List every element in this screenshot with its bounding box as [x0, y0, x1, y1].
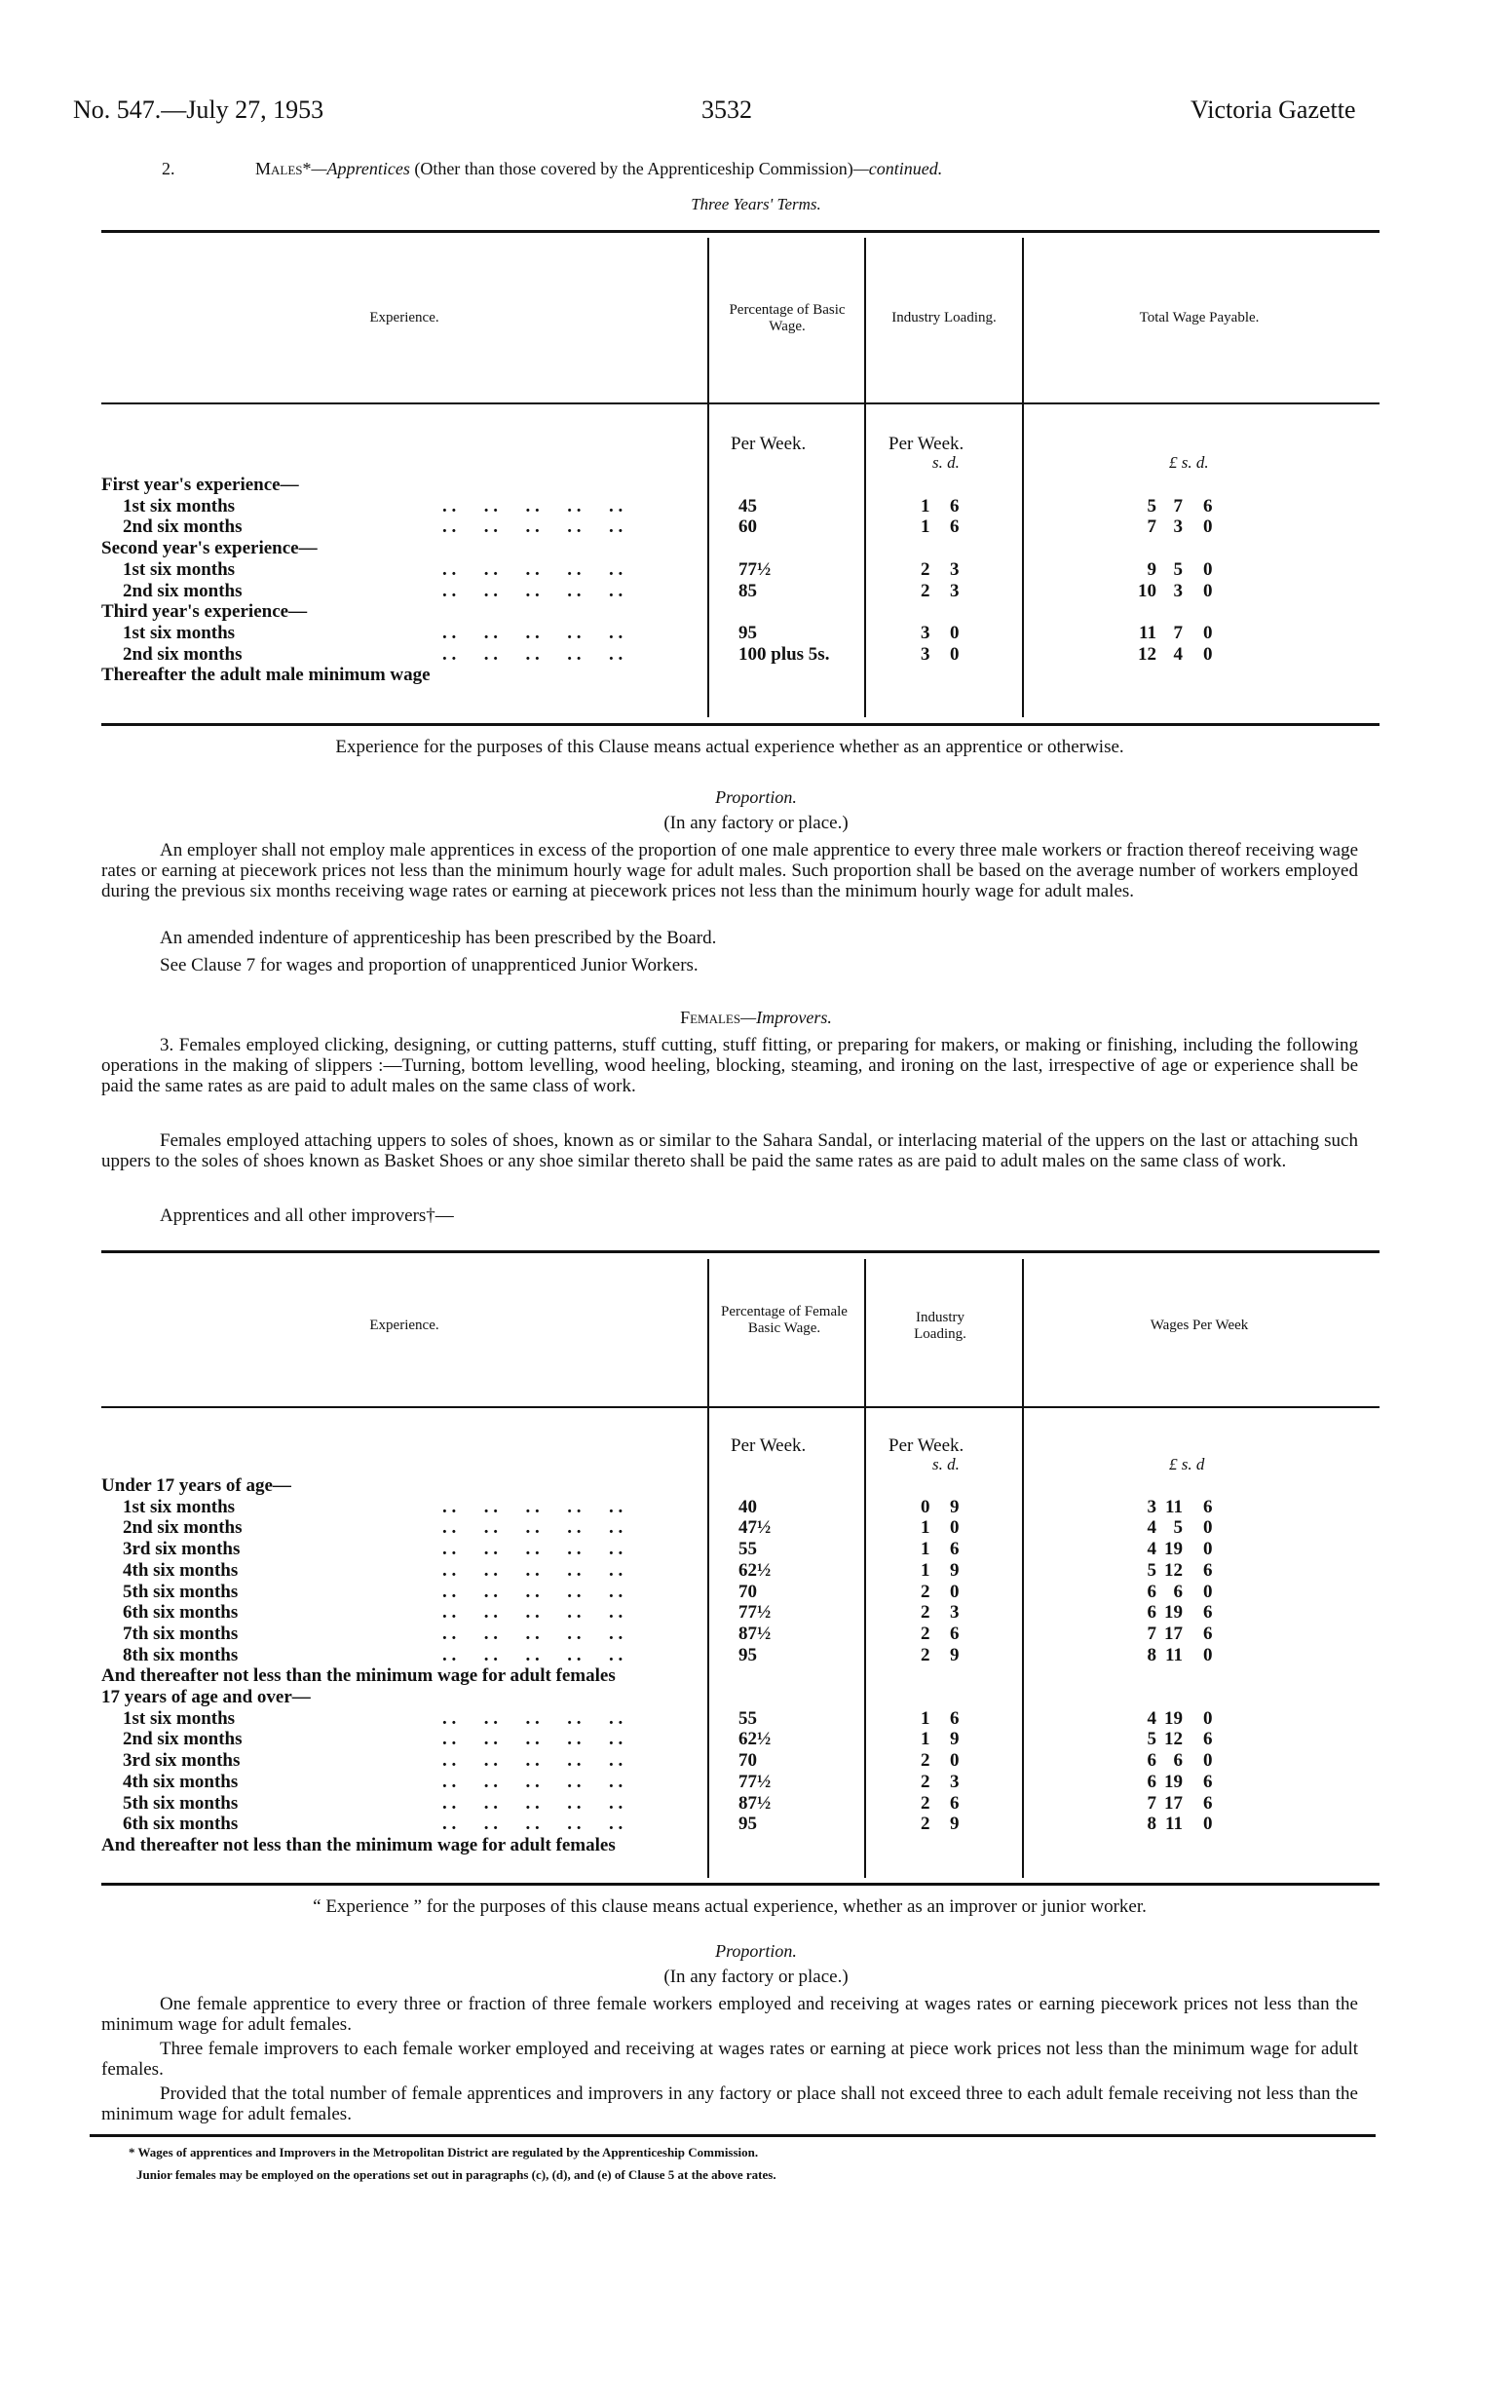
loading-pence-cell: 0: [950, 1517, 960, 1539]
clause-2-heading: [255, 159, 942, 179]
percentage-cell: 45: [738, 495, 757, 516]
leader-dots: . . . . . . . . . .: [442, 1792, 624, 1814]
total-pence-cell: 6: [1203, 1729, 1213, 1750]
unit-loading: Per Week.: [888, 434, 964, 454]
table-header-rule: [101, 402, 1380, 404]
loading-pence-cell: 6: [950, 1792, 960, 1814]
table-row-label: [101, 516, 705, 538]
experience-note-female: “ Experience ” for the purposes of this clause means actual experience, whether as an improver or junior worker.: [313, 1896, 1147, 1917]
total-shillings-cell: 11: [1165, 1644, 1183, 1665]
total-pence-cell: 0: [1203, 643, 1213, 665]
loading-shillings-cell: 1: [921, 1539, 930, 1560]
total-pounds-cell: 3: [1147, 1496, 1156, 1517]
table-group-label: [101, 1475, 705, 1497]
percentage-cell: 77½: [738, 558, 772, 580]
column-divider: [707, 238, 709, 717]
table-group-label: [101, 665, 705, 686]
row-label-text: 2nd six months: [123, 580, 243, 601]
total-pounds-cell: 6: [1147, 1602, 1156, 1624]
row-label-text: 6th six months: [123, 1602, 239, 1624]
percentage-cell: 70: [738, 1750, 757, 1772]
row-label-text: Third year's experience—: [101, 601, 308, 623]
row-label-text: 2nd six months: [123, 643, 243, 665]
col-header-loading: Industry Loading.: [914, 1310, 966, 1342]
table-intro: Apprentices and all other improvers†—: [160, 1205, 454, 1226]
loading-shillings-cell: 2: [921, 580, 930, 601]
leader-dots: . . . . . . . . . .: [442, 1771, 624, 1792]
total-pounds-cell: 12: [1138, 643, 1156, 665]
clause-3-paragraph-2: Females employed attaching uppers to soles of shoes, known as or similar to the Sahara Sandal, or interlacing material of the uppers on the last or attaching such uppers to the soles of shoes known as Basket Shoes or any shoe similar thereto shall be paid the same rates as are paid to adult males on the same class of work.: [101, 1130, 1358, 1171]
heading-caps: Males*: [255, 159, 312, 178]
leader-dots: . . . . . . . . . .: [442, 1581, 624, 1602]
total-shillings-cell: 19: [1164, 1771, 1183, 1792]
row-label-text: Under 17 years of age—: [101, 1475, 291, 1496]
total-pounds-cell: 4: [1147, 1707, 1156, 1729]
unit-percentage: Per Week.: [731, 1435, 807, 1456]
total-pounds-cell: 6: [1147, 1750, 1156, 1772]
total-pence-cell: 0: [1203, 580, 1213, 601]
percentage-cell: 95: [738, 1814, 757, 1835]
percentage-cell: 47½: [738, 1517, 772, 1539]
loading-shillings-cell: 2: [921, 1644, 930, 1665]
total-shillings-cell: 7: [1173, 495, 1183, 516]
table-row-label: [101, 1708, 705, 1730]
total-pence-cell: 0: [1203, 558, 1213, 580]
row-label-text: 4th six months: [123, 1771, 239, 1792]
row-label-text: 2nd six months: [123, 1729, 243, 1750]
loading-shillings-cell: 3: [921, 622, 930, 643]
table-row-label: [101, 1814, 705, 1835]
col-header-wages: Wages Per Week: [1150, 1318, 1249, 1333]
loading-shillings-cell: 2: [921, 1750, 930, 1772]
total-pence-cell: 0: [1203, 1750, 1213, 1772]
table-row-label: [101, 581, 705, 602]
total-pence-cell: 0: [1203, 516, 1213, 538]
column-divider: [707, 1259, 709, 1878]
leader-dots: . . . . . . . . . .: [442, 1750, 624, 1772]
loading-pence-cell: 0: [950, 643, 960, 665]
total-pounds-cell: 9: [1147, 558, 1156, 580]
total-pounds-cell: 7: [1147, 1623, 1156, 1644]
leader-dots: . . . . . . . . . .: [442, 643, 624, 665]
table-row-label: [101, 623, 705, 644]
table-top-rule: [101, 1250, 1380, 1253]
row-label-text: First year's experience—: [101, 475, 299, 495]
row-label-text: And thereafter not less than the minimum wage for adult females: [101, 1665, 616, 1687]
proportion-paragraph: An employer shall not employ male apprentices in excess of the proportion of one male apprentice to every three male workers or fraction thereof receiving wage rates or earning at piecework prices not less than the minimum hourly wage for adult males. Such proportion shall be based on the average number of workers employed during the previous six months receiving wage rates or earning at piecework prices not less than the minimum hourly wage for adult males.: [101, 840, 1358, 901]
loading-pence-cell: 6: [950, 1539, 960, 1560]
loading-shillings-cell: 2: [921, 1814, 930, 1835]
total-shillings-cell: 19: [1164, 1602, 1183, 1624]
total-shillings-cell: 11: [1165, 1814, 1183, 1835]
proportion-title: Proportion.: [715, 787, 797, 807]
table-row-label: [101, 1517, 705, 1539]
loading-pence-cell: 0: [950, 1581, 960, 1602]
loading-pence-cell: 9: [950, 1644, 960, 1665]
table-group-label: [101, 1665, 725, 1687]
experience-note: Experience for the purposes of this Clause means actual experience whether as an apprentice or otherwise.: [335, 737, 1124, 757]
leader-dots: . . . . . . . . . .: [442, 558, 624, 580]
loading-shillings-cell: 1: [921, 516, 930, 538]
loading-shillings-cell: 2: [921, 558, 930, 580]
table-row-label: [101, 1539, 705, 1560]
table-row-label: [101, 644, 705, 666]
total-pence-cell: 6: [1203, 1602, 1213, 1624]
total-shillings-cell: 17: [1164, 1792, 1183, 1814]
percentage-cell: 55: [738, 1539, 757, 1560]
footnote-dagger: Junior females may be employed on the operations set out in paragraphs (c), (d), and (e) of Clause 5 at the above rates.: [136, 2167, 776, 2182]
unit-loading: Per Week.: [888, 1435, 964, 1456]
table-row-label: [101, 1750, 705, 1772]
percentage-cell: 55: [738, 1707, 757, 1729]
total-pence-cell: 6: [1203, 1792, 1213, 1814]
leader-dots: . . . . . . . . . .: [442, 1602, 624, 1624]
percentage-cell: 62½: [738, 1729, 772, 1750]
percentage-cell: 77½: [738, 1602, 772, 1624]
row-label-text: 8th six months: [123, 1644, 239, 1665]
clause-3-heading: [0, 1008, 1512, 1028]
row-label-text: 3rd six months: [123, 1750, 241, 1772]
col-header-loading: Industry Loading.: [891, 310, 997, 325]
proportion-subtitle-female: (In any factory or place.): [663, 1967, 849, 1987]
row-label-text: 1st six months: [123, 622, 236, 643]
row-label-text: 3rd six months: [123, 1539, 241, 1560]
percentage-cell: 85: [738, 580, 757, 601]
loading-shillings-cell: 1: [921, 1729, 930, 1750]
column-divider: [864, 1259, 866, 1878]
total-pence-cell: 6: [1203, 1559, 1213, 1581]
footnote-rule: [90, 2134, 1376, 2137]
percentage-cell: 70: [738, 1581, 757, 1602]
leader-dots: . . . . . . . . . .: [442, 1814, 624, 1835]
row-label-text: 1st six months: [123, 1707, 236, 1729]
percentage-cell: 95: [738, 1644, 757, 1665]
total-shillings-cell: 7: [1173, 622, 1183, 643]
total-shillings-cell: 5: [1173, 558, 1183, 580]
table-subheading: Three Years' Terms.: [691, 195, 821, 213]
table-row-label: [101, 1602, 705, 1624]
loading-pence-cell: 9: [950, 1814, 960, 1835]
issue-number: No. 547.—July 27, 1953: [73, 96, 324, 124]
proportion-paragraph-2: Three female improvers to each female worker employed and receiving at wages rates or earning at piece work prices not less than the minimum wage for adult females.: [101, 2039, 1358, 2080]
row-label-text: Thereafter the adult male minimum wage: [101, 665, 431, 686]
total-pence-cell: 0: [1203, 622, 1213, 643]
table-bottom-rule: [101, 1883, 1380, 1886]
col-header-total: Total Wage Payable.: [1139, 310, 1260, 325]
indenture-paragraph: An amended indenture of apprenticeship has been prescribed by the Board.: [160, 928, 717, 948]
total-shillings-cell: 4: [1173, 643, 1183, 665]
table-group-label: [101, 601, 705, 623]
loading-shillings-cell: 0: [921, 1496, 930, 1517]
leader-dots: . . . . . . . . . .: [442, 1644, 624, 1665]
table-bottom-rule: [101, 723, 1380, 726]
total-shillings-cell: 3: [1173, 516, 1183, 538]
table-row-label: [101, 1772, 705, 1793]
loading-shillings-cell: 2: [921, 1623, 930, 1644]
clause-number: 2.: [162, 159, 175, 178]
percentage-cell: 100 plus 5s.: [738, 643, 830, 665]
total-shillings-cell: 11: [1165, 1496, 1183, 1517]
loading-shillings-cell: 2: [921, 1771, 930, 1792]
total-pence-cell: 0: [1203, 1539, 1213, 1560]
table-row-label: [101, 559, 705, 581]
total-pence-cell: 6: [1203, 1623, 1213, 1644]
total-pence-cell: 0: [1203, 1707, 1213, 1729]
percentage-cell: 87½: [738, 1623, 772, 1644]
heading-continued: —continued.: [852, 159, 943, 178]
loading-pence-cell: 3: [950, 1771, 960, 1792]
leader-dots: . . . . . . . . . .: [442, 622, 624, 643]
loading-pence-cell: 6: [950, 516, 960, 538]
table-row-label: [101, 496, 705, 517]
table-row-label: [101, 1497, 705, 1518]
row-label-text: 6th six months: [123, 1814, 239, 1835]
row-label-text: 1st six months: [123, 495, 236, 516]
proportion-paragraph-3: Provided that the total number of female apprentices and improvers in any factory or place shall not exceed three to each adult female receiving not less than the minimum wage for adult females.: [101, 2083, 1358, 2124]
total-shillings-cell: 3: [1173, 580, 1183, 601]
unit-percentage: Per Week.: [731, 434, 807, 454]
loading-pence-cell: 3: [950, 558, 960, 580]
loading-pence-cell: 3: [950, 1602, 960, 1624]
row-label-text: And thereafter not less than the minimum wage for adult females: [101, 1834, 616, 1855]
proportion-paragraph-1: One female apprentice to every three or fraction of three female workers employed and receiving at wages rates or earning piecework prices not less than the minimum wage for adult females.: [101, 1994, 1358, 2035]
leader-dots: . . . . . . . . . .: [442, 1707, 624, 1729]
proportion-title-female: Proportion.: [715, 1941, 797, 1961]
total-pence-cell: 0: [1203, 1581, 1213, 1602]
total-pounds-cell: 5: [1147, 1729, 1156, 1750]
loading-shillings-cell: 2: [921, 1581, 930, 1602]
leader-dots: . . . . . . . . . .: [442, 1623, 624, 1644]
table-row-label: [101, 1793, 705, 1815]
total-shillings-cell: 19: [1164, 1539, 1183, 1560]
unit-loading-sub: s. d.: [932, 453, 960, 472]
total-shillings-cell: 19: [1164, 1707, 1183, 1729]
total-pounds-cell: 11: [1139, 622, 1156, 643]
total-pounds-cell: 10: [1138, 580, 1156, 601]
leader-dots: . . . . . . . . . .: [442, 495, 624, 516]
heading-caps: Females: [680, 1008, 741, 1027]
col-header-experience: Experience.: [369, 1318, 439, 1333]
row-label-text: 5th six months: [123, 1581, 239, 1602]
table-row-label: [101, 1645, 705, 1666]
footnote-asterisk: * Wages of apprentices and Improvers in the Metropolitan District are regulated by the Apprenticeship Commission.: [129, 2145, 759, 2160]
leader-dots: . . . . . . . . . .: [442, 1559, 624, 1581]
loading-shillings-cell: 1: [921, 1517, 930, 1539]
total-pence-cell: 0: [1203, 1814, 1213, 1835]
publication-title: Victoria Gazette: [1191, 96, 1356, 124]
total-pounds-cell: 5: [1147, 1559, 1156, 1581]
total-pounds-cell: 8: [1147, 1644, 1156, 1665]
total-pounds-cell: 4: [1147, 1539, 1156, 1560]
heading-italic: —Improvers.: [740, 1008, 832, 1027]
total-pounds-cell: 7: [1147, 516, 1156, 538]
leader-dots: . . . . . . . . . .: [442, 580, 624, 601]
total-shillings-cell: 12: [1164, 1729, 1183, 1750]
col-header-experience: Experience.: [369, 310, 439, 325]
percentage-cell: 95: [738, 622, 757, 643]
total-pence-cell: 6: [1203, 1496, 1213, 1517]
row-label-text: 5th six months: [123, 1792, 239, 1814]
loading-pence-cell: 3: [950, 580, 960, 601]
total-pounds-cell: 4: [1147, 1517, 1156, 1539]
table-row-label: [101, 1582, 705, 1603]
total-pence-cell: 0: [1203, 1517, 1213, 1539]
total-shillings-cell: 5: [1173, 1517, 1183, 1539]
clause7-paragraph: See Clause 7 for wages and proportion of unapprenticed Junior Workers.: [160, 955, 699, 975]
loading-pence-cell: 9: [950, 1729, 960, 1750]
row-label-text: 1st six months: [123, 1496, 236, 1517]
loading-shillings-cell: 1: [921, 1559, 930, 1581]
total-pence-cell: 0: [1203, 1644, 1213, 1665]
loading-shillings-cell: 1: [921, 1707, 930, 1729]
loading-pence-cell: 0: [950, 1750, 960, 1772]
col-header-percentage: Percentage of Basic Wage.: [729, 302, 846, 334]
total-pounds-cell: 7: [1147, 1792, 1156, 1814]
table-row-label: [101, 1560, 705, 1582]
loading-pence-cell: 6: [950, 1707, 960, 1729]
percentage-cell: 77½: [738, 1771, 772, 1792]
percentage-cell: 40: [738, 1496, 757, 1517]
leader-dots: . . . . . . . . . .: [442, 1539, 624, 1560]
table-row-label: [101, 1624, 705, 1645]
row-label-text: 2nd six months: [123, 1517, 243, 1539]
total-shillings-cell: 12: [1164, 1559, 1183, 1581]
percentage-cell: 62½: [738, 1559, 772, 1581]
unit-total: £ s. d.: [1169, 453, 1209, 472]
leader-dots: . . . . . . . . . .: [442, 1496, 624, 1517]
page-number: 3532: [701, 96, 752, 124]
total-shillings-cell: 6: [1173, 1581, 1183, 1602]
table-group-label: [101, 538, 705, 559]
loading-pence-cell: 6: [950, 1623, 960, 1644]
row-label-text: 7th six months: [123, 1623, 239, 1644]
table-row-label: [101, 1729, 705, 1750]
row-label-text: 4th six months: [123, 1559, 239, 1581]
proportion-subtitle: (In any factory or place.): [663, 813, 849, 833]
percentage-cell: 60: [738, 516, 757, 538]
row-label-text: 17 years of age and over—: [101, 1687, 311, 1707]
total-pounds-cell: 5: [1147, 495, 1156, 516]
row-label-text: Second year's experience—: [101, 538, 318, 559]
table-top-rule: [101, 230, 1380, 233]
leader-dots: . . . . . . . . . .: [442, 516, 624, 538]
clause-3-paragraph-1: 3. Females employed clicking, designing, or cutting patterns, stuff cutting, stuff fitting, or preparing for makers, or making or finishing, including the following operations in the making of slippers :—Turning, bottom levelling, wood heeling, blocking, steaming, and ironing on the last, irrespective of age or experience shall be paid the same rates as are paid to adult males on the same class of work.: [101, 1035, 1358, 1096]
heading-rest: (Other than those covered by the Apprenticeship Commission): [409, 159, 853, 178]
leader-dots: . . . . . . . . . .: [442, 1729, 624, 1750]
loading-pence-cell: 9: [950, 1496, 960, 1517]
total-pence-cell: 6: [1203, 495, 1213, 516]
total-pounds-cell: 6: [1147, 1581, 1156, 1602]
column-divider: [1022, 1259, 1024, 1878]
total-shillings-cell: 17: [1164, 1623, 1183, 1644]
table-group-label: [101, 1835, 725, 1856]
table-group-label: [101, 475, 705, 496]
total-pounds-cell: 8: [1147, 1814, 1156, 1835]
loading-shillings-cell: 3: [921, 643, 930, 665]
loading-shillings-cell: 1: [921, 495, 930, 516]
loading-shillings-cell: 2: [921, 1792, 930, 1814]
loading-pence-cell: 0: [950, 622, 960, 643]
unit-loading-sub: s. d.: [932, 1455, 960, 1473]
heading-italic: —Apprentices: [311, 159, 410, 178]
col-header-percentage: Percentage of Female Basic Wage.: [721, 1304, 848, 1336]
loading-pence-cell: 6: [950, 495, 960, 516]
leader-dots: . . . . . . . . . .: [442, 1517, 624, 1539]
unit-wages: £ s. d: [1169, 1455, 1205, 1473]
loading-pence-cell: 9: [950, 1559, 960, 1581]
table-header-rule: [101, 1406, 1380, 1408]
percentage-cell: 87½: [738, 1792, 772, 1814]
loading-shillings-cell: 2: [921, 1602, 930, 1624]
total-shillings-cell: 6: [1173, 1750, 1183, 1772]
table-group-label: [101, 1687, 705, 1708]
total-pounds-cell: 6: [1147, 1771, 1156, 1792]
row-label-text: 1st six months: [123, 558, 236, 580]
row-label-text: 2nd six months: [123, 516, 243, 538]
total-pence-cell: 6: [1203, 1771, 1213, 1792]
